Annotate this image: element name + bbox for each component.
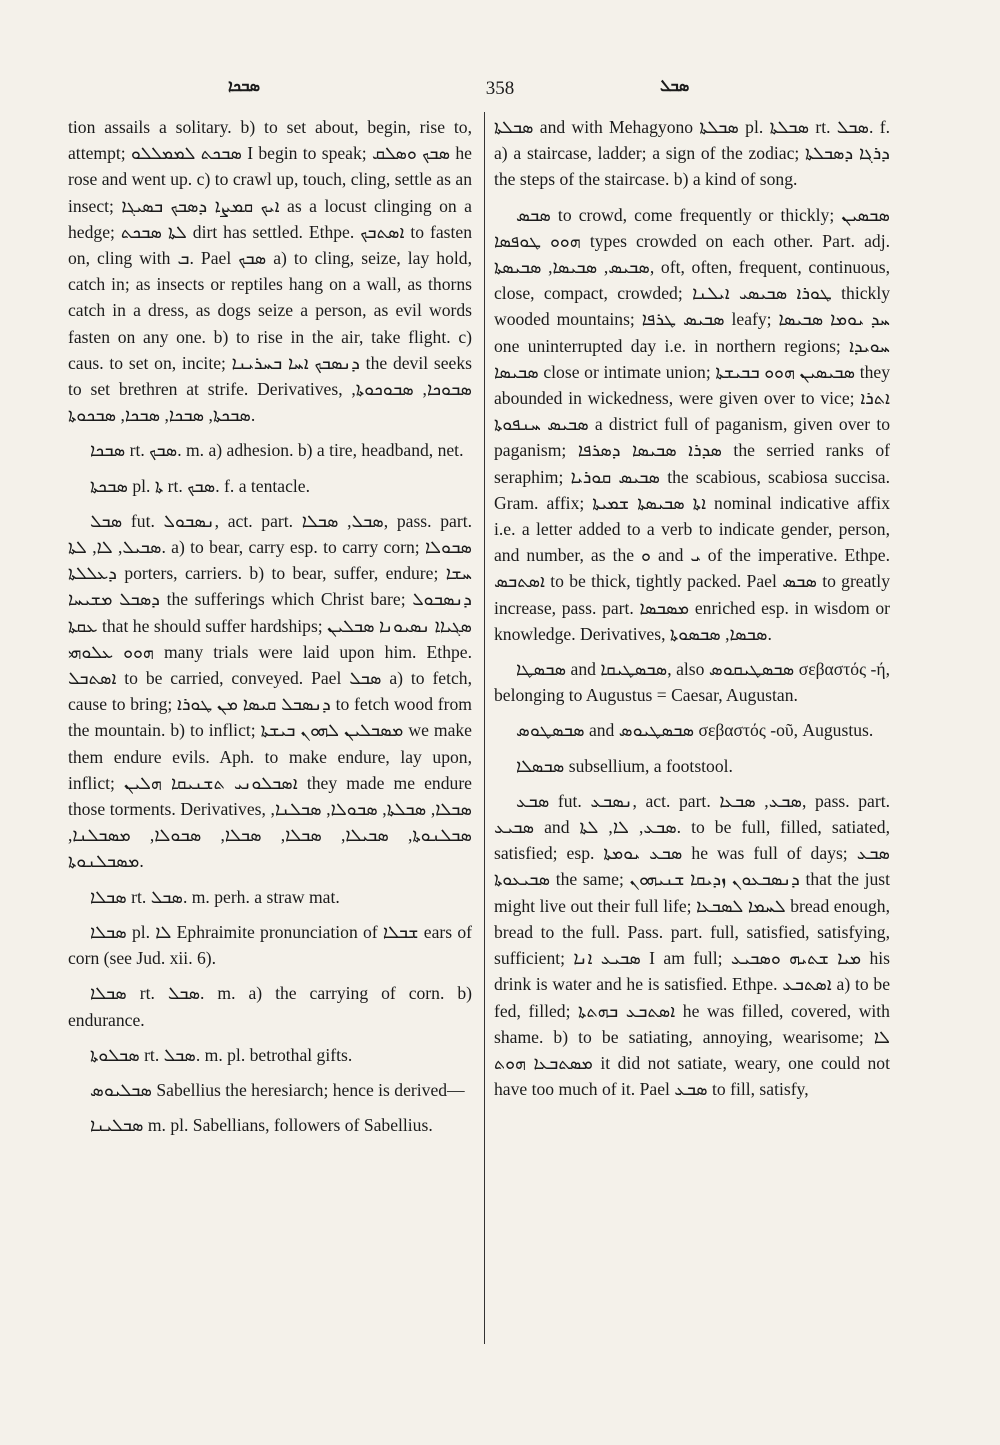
- page-number: 358: [485, 78, 515, 99]
- dictionary-entry: ܣܒܣܛܐ and ܣܒܣܛܝܩܐ, also ܣܒܣܛܝܩܘܣ σεβαστός -ή, belonging to Augustus = Caesar, Augustan.: [494, 659, 890, 706]
- entry-continuation: tion assails a solitary. b) to set about, begin, rise to, attempt; ܣܒܟܬ ܠܡܡܠܠܘ I begin to speak; ܣܒܟ ܘܣܠܩ he rose and went up. c) to crawl up, touch, cling, settle as an insect; ܐܝܟ ܩܡܨܐ ܕܣܒܟ ܒܣܝܓܐ as a locust clinging on a hedge; ܠܬܐ ܣܒܟܬ dirt has settled. Ethpe. ܐܣܬܒܟ to fasten on, cling with ܒ. Pael ܣܒܟ a) to cling, seize, lay hold, catch in; as insects or reptiles hang on a wall, as thorns catch in a dress, as dogs seize a person, as evil words fasten on any one. b) to rise in the air, take flight. c) caus. to set on, incite; ܕܢܣܒܟ ܐܚܐ ܒܚܪܝܢܐ the devil seeks to set brethren at strife. Derivatives, ܣܒܘܟܐ, ܣܒܘܟܘܬܐ, ܣܒܟܬܐ, ܣܒܟܐ, ܣܒܟܐ, ܣܒܟܘܬܐ.: [68, 117, 472, 426]
- left-column: [68, 114, 472, 1147]
- column-divider: [484, 112, 485, 1344]
- dictionary-entry: ܣܒܠܐ rt. ܣܒܠ. m. perh. a straw mat.: [90, 886, 340, 907]
- left-running-headword: ܣܒܟܐ: [228, 76, 261, 95]
- dictionary-entry: ܣܒܣ to crowd, come frequently or thickly; ܣܒܣܝܢ ܗܘܘ ܛܘܦܣܐ types crowded on each other. Part. adj. ܣܒܝܣ, ܣܒܝܣܐ, ܣܒܝܣܬܐ, oft, often, frequent, continuous, close, compact, crowded; ܛܘܪܐ ܣܒܝܣܝ ܐܝܠܢܐ thickly wooded mountains; ܣܒܝܣ ܛܪܦܐ leafy; ܚܕ ܝܘܡܐ ܣܒܝܣܐ one uninterrupted day i.e. in northern regions; ܚܘܝܕܐ ܣܒܝܣܐ close or intimate union; ܣܒܝܣܝܢ ܗܘܘ ܒܒܝܫܬܐ they abounded in wickedness, were given over to vice; ܐܬܪܐ ܣܒܝܣ ܚܢܦܘܬܐ a district full of paganism, given over to paganism; ܣܕܪܐ ܣܒܝܣܐ ܕܣܪܦܐ the serried ranks of seraphim; ܣܒܝܣ ܩܘܪܝܐ the scabious, scabiosa succisa. Gram. affix; ܐܬܐ ܣܒܝܣܬܐ ܫܡܝܬܐ nominal indicative affix i.e. a letter added to a verb to indicate gender, person, and number, as the ܘ and ܝ of the imperative. Ethpe. ܐܣܬܒܣ to be thick, tightly packed. Pael ܣܒܣ to greatly increase, pass. part. ܡܣܒܣܐ enriched esp. in wisdom or knowledge. Derivatives, ܣܒܣܐ, ܣܒܣܘܬܐ.: [494, 204, 891, 644]
- dictionary-entry: ܣܒܣܠܐ subsellium, a footstool.: [516, 755, 733, 776]
- dictionary-entry: ܣܒܠܐ pl. ܠܐ Ephraimite pronunciation of ܫܒܠܐ ears of corn (see Jud. xii. 6).: [68, 921, 472, 969]
- dictionary-entry: ܣܒܥ fut. ܢܣܒܥ, act. part. ܣܒܥ, ܣܒܥܐ, pass. part. ܣܒܝܥ and ܣܒܥ, ܠܐ, ܠܬܐ. to be full, filled, satiated, satisfied; esp. ܣܒܥ ܝܘܡܬܐ he was full of days; ܣܒܥ ܣܒܝܥܘܬܐ the same; ܕܢܣܒܥܘܢ ܙܕܝܩܐ ܫܢܝܗܘܢ that the just might live out their full life; ܠܚܡܐ ܠܣܒܥܐ bread enough, bread to the full. Pass. part. full, satisfied, satisfying, sufficient; ܣܒܝܥ ܐܢܐ I am full; ܡܝܐ ܫܬܝܗ ܘܣܒܝܥ his drink is water and he is satisfied. Ethpe. ܐܣܬܒܥ a) to be fed, filled; ܐܣܬܒܥ ܒܗܬܬܐ he was filled, covered, with shame. b) to be satiating, annoying, wearisome; ܠܐ ܡܣܬܒܥܐ ܗܘܬ it did not satiate, weary, one could not have too much of it. Pael ܣܒܥ to fill, satisfy,: [494, 790, 891, 1100]
- right-running-headword: ܣܒܠ: [660, 76, 690, 95]
- dictionary-entry: ܣܒܟܬܐ pl. ܬܐ rt. ܣܒܟ. f. a tentacle.: [90, 475, 311, 496]
- dictionary-entry: ܣܒܠܝܢܐ m. pl. Sabellians, followers of Sabellius.: [90, 1115, 433, 1136]
- entry-continuation: ܣܒܠܬܐ and with Mehagyono ܣܒܠܬܐ pl. ܣܒܠܬܐ rt. ܣܒܠ. f. a) a staircase, ladder; a sign of the zodiac; ܕܪܓܐ ܕܣܒܠܬܐ the steps of the staircase. b) a kind of song.: [494, 117, 890, 190]
- right-column: [494, 114, 890, 1111]
- dictionary-entry: ܣܒܟܐ rt. ܣܒܟ. m. a) adhesion. b) a tire, headband, net.: [90, 440, 464, 461]
- dictionary-entry: ܣܒܠܝܘܣ Sabellius the heresiarch; hence is derived—: [90, 1079, 465, 1100]
- dictionary-entry: ܣܒܣܛܘܣ and ܣܒܣܛܝܘܣ σεβαστός -οῦ, Augustus.: [516, 720, 874, 741]
- page-header: [0, 76, 1000, 108]
- dictionary-entry: ܣܒܠܐ rt. ܣܒܠ. m. a) the carrying of corn. b) endurance.: [68, 983, 472, 1030]
- dictionary-entry: ܣܒܠ fut. ܢܣܒܘܠ, act. part. ܣܒܠ, ܣܒܠܐ, pass. part. ܣܒܝܠ, ܠܐ, ܠܬܐ. a) to bear, carry esp. to carry corn; ܣܒܘܠܐ ܕܥܠܠܬܐ porters, carriers. b) to bear, suffer, endure; ܚܫܐ ܕܣܒܠ ܡܫܝܚܐ the sufferings which Christ bare; ܕܢܣܒܘܠ ܥܩܬܐ that he should suffer hardships; ܣܓܝܐܐ ܢܣܝܘܢܐ ܣܒܠܝܢ ܗܘܘ ܥܠܘܗܝ many trials were laid upon him. Ethpe. ܐܣܬܒܠ to be carried, conveyed. Pael ܣܒܠ a) to fetch, cause to bring; ܕܢܣܒܠ ܩܝܣܐ ܡܢ ܛܘܪܐ to fetch wood from the mountain. b) to inflict; ܡܣܒܠܝܢ ܠܗܘܢ ܒܝܫܬܐ we make them endure evils. Aph. to make endure, lay upon, inflict; ܐܣܒܠܘܢܝ ܬܫܢܝܩܐ ܗܠܝܢ they made me endure those torments. Derivatives, ܣܒܠܐ, ܣܒܠܬܐ, ܣܒܘܠܐ, ܣܒܠܢܐ, ܣܒܠܢܘܬܐ, ܣܒܝܠܐ, ܣܒܠܐ, ܣܒܠܐ, ܣܒܘܠܐ, ܡܣܒܠܢܐ, ܡܣܒܠܢܘܬܐ.: [68, 510, 473, 872]
- dictionary-entry: ܣܒܠܘܬܐ rt. ܣܒܠ. m. pl. betrothal gifts.: [90, 1044, 353, 1065]
